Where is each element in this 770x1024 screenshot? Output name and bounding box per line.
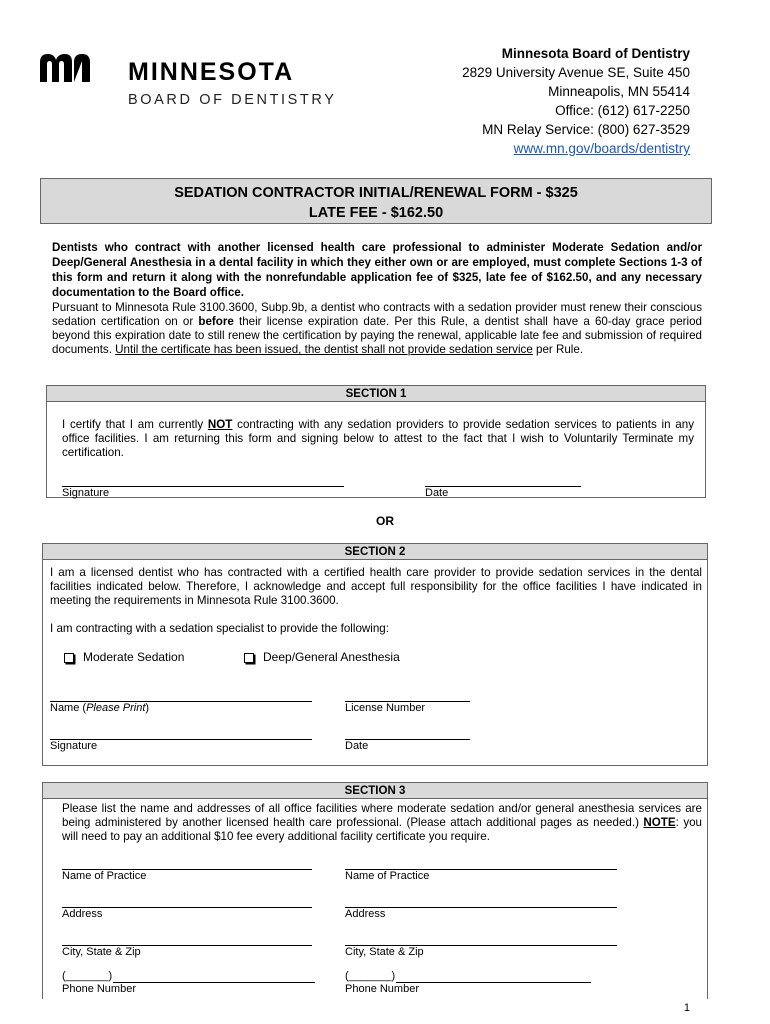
rule-text-3: per Rule. xyxy=(532,343,584,356)
s1-text-1: I certify that I am currently xyxy=(62,418,208,431)
phone-line-2[interactable] xyxy=(396,982,591,983)
relay-phone: MN Relay Service: (800) 627-3529 xyxy=(482,122,690,137)
rule-text-2: their license expiration date. Per this Rule, a dentist shall have a 60-day grace period beyond this expiration date to still renew the certification by paying the renewal, applicable late fee and submission of required documents. xyxy=(52,315,702,356)
address-label-2: Address xyxy=(345,908,386,920)
moderate-sedation-checkbox[interactable] xyxy=(64,653,74,663)
section1-text xyxy=(62,418,694,460)
form-title-box xyxy=(40,178,712,224)
logo-title: MINNESOTA xyxy=(128,58,295,86)
name-label-italic: Please Print xyxy=(86,702,146,714)
s2-signature-label: Signature xyxy=(50,740,98,752)
city-label-2: City, State & Zip xyxy=(345,946,424,958)
org-name: Minnesota Board of Dentistry xyxy=(501,46,690,61)
name-label-start: Name ( xyxy=(50,702,87,714)
section3-text xyxy=(62,802,702,844)
section2-text: I am a licensed dentist who has contracted with a certified health care provider to provide sedation services in the dental facilities indicated below. Therefore, I acknowledge and accept full responsibility for the office facilities I have indicated in meeting the requirements in Minnesota Rule 3100.3600. xyxy=(50,566,702,607)
address-line-2[interactable] xyxy=(345,907,617,908)
s1-signature-label: Signature xyxy=(62,487,110,499)
s1-text-2: contracting with any sedation providers to provide sedation services to patients in any office facilities. I am returning this form and signing below to attest to the fact that I wish to Voluntarily Terminate my certification. xyxy=(62,418,695,459)
page-number: 1 xyxy=(683,1002,690,1014)
deep-anesthesia-label: Deep/General Anesthesia xyxy=(263,650,400,664)
section2-contract-text: I am contracting with a sedation specialist to provide the following: xyxy=(50,622,389,635)
rule-before: before xyxy=(198,315,234,328)
city: Minneapolis, MN 55414 xyxy=(548,84,690,99)
form-title: SEDATION CONTRACTOR INITIAL/RENEWAL FORM - $325 xyxy=(174,185,578,201)
mn-logo-icon xyxy=(38,52,98,84)
practice-name-label-2: Name of Practice xyxy=(345,870,430,882)
street: 2829 University Avenue SE, Suite 450 xyxy=(462,65,690,80)
office-phone: Office: (612) 617-2250 xyxy=(555,103,690,118)
practice-name-label-1: Name of Practice xyxy=(62,870,147,882)
website-link[interactable]: www.mn.gov/boards/dentistry xyxy=(513,141,690,156)
intro-instructions: Dentists who contract with another licensed health care professional to administer Moderate Sedation and/or Deep/General Anesthesia in a dental facility in which they either own or are employed, must complete Sections 1-3 of this form and return it along with the nonrefundable application fee of $325, late fee of $162.50, and any necessary documentation to the Board office. xyxy=(52,241,702,299)
s2-name-label xyxy=(50,702,149,714)
address-block xyxy=(462,44,690,158)
moderate-sedation-label: Moderate Sedation xyxy=(83,650,185,664)
section1-header: SECTION 1 xyxy=(46,385,706,402)
deep-anesthesia-option[interactable] xyxy=(244,650,400,664)
s3-note: NOTE xyxy=(643,816,676,829)
phone-label-2: Phone Number xyxy=(345,983,419,995)
intro-rule-text xyxy=(52,301,702,357)
s3-text-2: : you will need to pay an additional $10 fee every additional facility certificate you require. xyxy=(62,816,703,843)
logo-subtitle: BOARD OF DENTISTRY xyxy=(128,92,337,108)
phone-prefix-2: (_______) xyxy=(345,970,396,982)
section3-header: SECTION 3 xyxy=(42,782,708,799)
city-label-1: City, State & Zip xyxy=(62,946,141,958)
phone-line-1[interactable] xyxy=(113,982,315,983)
s3-text-1: Please list the name and addresses of all office facilities where moderate sedation and/or general anesthesia services are being administered by another licensed health care professional. (Please attach additional pages as needed.) xyxy=(62,802,702,829)
phone-label-1: Phone Number xyxy=(62,983,136,995)
late-fee: LATE FEE - $162.50 xyxy=(308,205,444,221)
name-label-end: ) xyxy=(145,702,150,714)
section2-header: SECTION 2 xyxy=(42,543,708,560)
s2-date-label: Date xyxy=(345,740,369,752)
rule-warning: Until the certificate has been issued, the dentist shall not provide sedation service xyxy=(115,343,533,356)
phone-prefix-1: (_______) xyxy=(62,970,113,982)
s1-not: NOT xyxy=(207,418,233,431)
s2-license-label: License Number xyxy=(345,702,426,714)
rule-text-1: Pursuant to Minnesota Rule 3100.3600, Subp.9b, a dentist who contracts with a sedation provider must renew their conscious sedation certification on or xyxy=(52,301,702,328)
s1-date-line[interactable] xyxy=(425,486,581,487)
moderate-sedation-option[interactable] xyxy=(64,650,184,664)
or-divider: OR xyxy=(376,514,394,528)
address-label-1: Address xyxy=(62,908,103,920)
s1-date-label: Date xyxy=(425,487,449,499)
deep-anesthesia-checkbox[interactable] xyxy=(244,653,254,663)
